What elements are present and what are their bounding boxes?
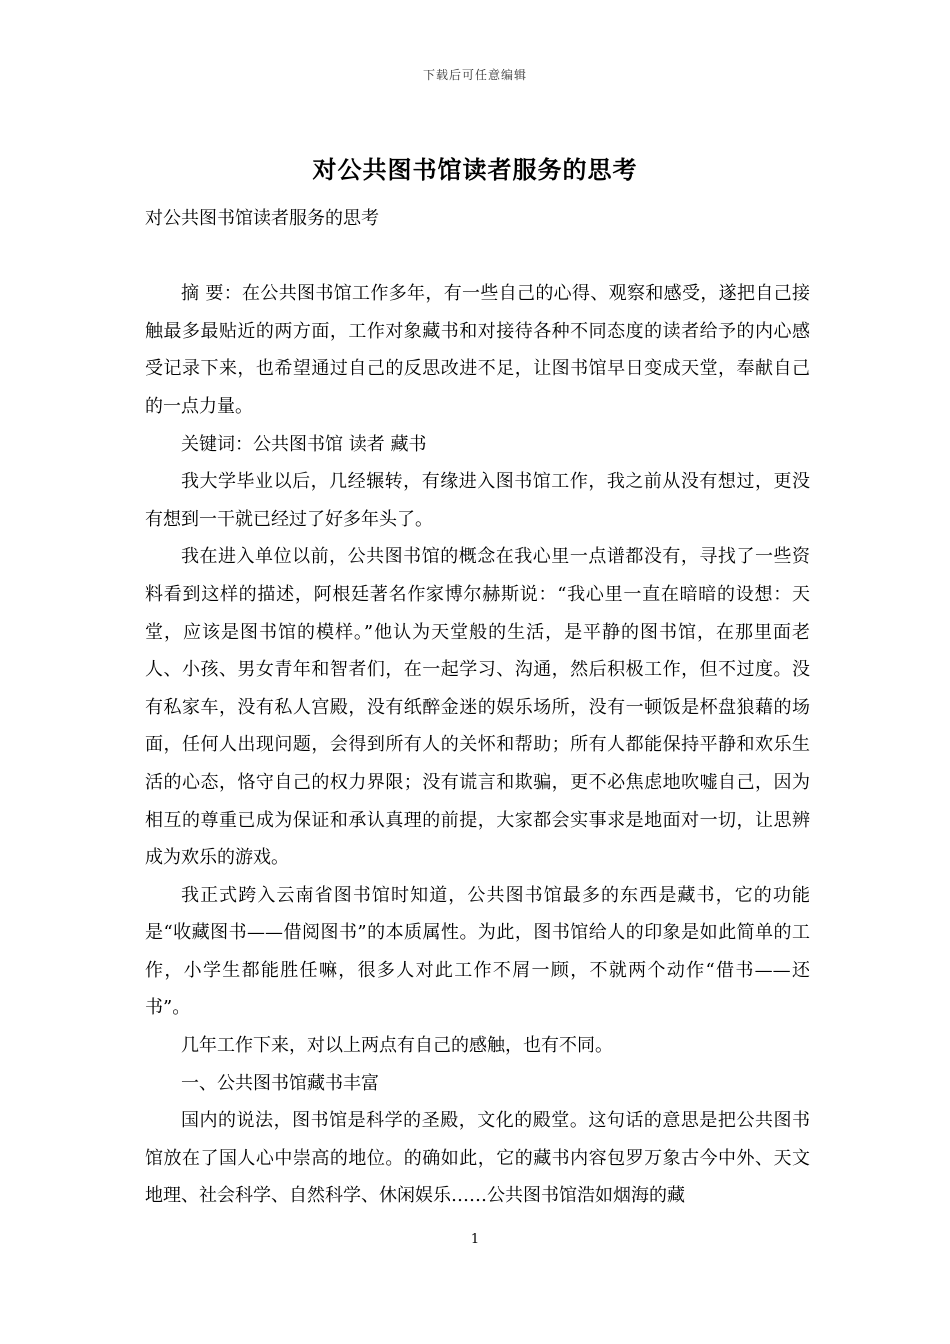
- keywords-paragraph: 关键词：公共图书馆 读者 藏书: [181, 433, 427, 455]
- document-body: [145, 200, 810, 1215]
- body-paragraph: 几年工作下来，对以上两点有自己的感触，也有不同。: [181, 1035, 613, 1057]
- document-subtitle: 对公共图书馆读者服务的思考: [145, 208, 379, 229]
- page-header-note: 下载后可任意编辑: [422, 68, 527, 82]
- document-title: 对公共图书馆读者服务的思考: [312, 155, 638, 184]
- body-paragraph: 我在进入单位以前，公共图书馆的概念在我心里一点谱都没有，寻找了一些资料看到这样的描述，阿根廷著名作家博尔赫斯说：“我心里一直在暗暗的设想：天堂，应该是图书馆的模样。”他认为天堂般的生活，是平静的图书馆，在那里面老人、小孩、男女青年和智者们，在一起学习、沟通，然后积极工作，但不过度。没有私家车，没有私人宫殿，没有纸醉金迷的娱乐场所，没有一顿饭是杯盘狼藉的场面，任何人出现问题，会得到所有人的关怀和帮助；所有人都能保持平静和欢乐生活的心态，恪守自己的权力界限；没有谎言和欺骗，更不必焦虑地吹嘘自己，因为相互的尊重已成为保证和承认真理的前提，大家都会实事求是地面对一切，让思辨成为欢乐的游戏。: [145, 546, 810, 869]
- section-heading: 一、公共图书馆藏书丰富: [181, 1072, 379, 1094]
- abstract-paragraph: 摘 要：在公共图书馆工作多年，有一些自己的心得、观察和感受，遂把自己接触最多最贴近的两方面，工作对象藏书和对接待各种不同态度的读者给予的内心感受记录下来，也希望通过自己的反思改进不足，让图书馆早日变成天堂，奉献自己的一点力量。: [145, 283, 810, 417]
- page-number: 1: [470, 1232, 480, 1247]
- body-paragraph: 我正式跨入云南省图书馆时知道，公共图书馆最多的东西是藏书，它的功能是“收藏图书——借阅图书”的本质属性。为此，图书馆给人的印象是如此简单的工作，小学生都能胜任嘛，很多人对此工作不屑一顾，不就两个动作“借书——还书”。: [145, 884, 810, 1019]
- body-paragraph: 国内的说法，图书馆是科学的圣殿，文化的殿堂。这句话的意思是把公共图书馆放在了国人心中崇高的地位。的确如此，它的藏书内容包罗万象古今中外、天文地理、社会科学、自然科学、休闲娱乐……公共图书馆浩如烟海的藏: [145, 1110, 810, 1207]
- body-paragraph: 我大学毕业以后，几经辗转，有缘进入图书馆工作，我之前从没有想过，更没有想到一干就已经过了好多年头了。: [145, 471, 810, 530]
